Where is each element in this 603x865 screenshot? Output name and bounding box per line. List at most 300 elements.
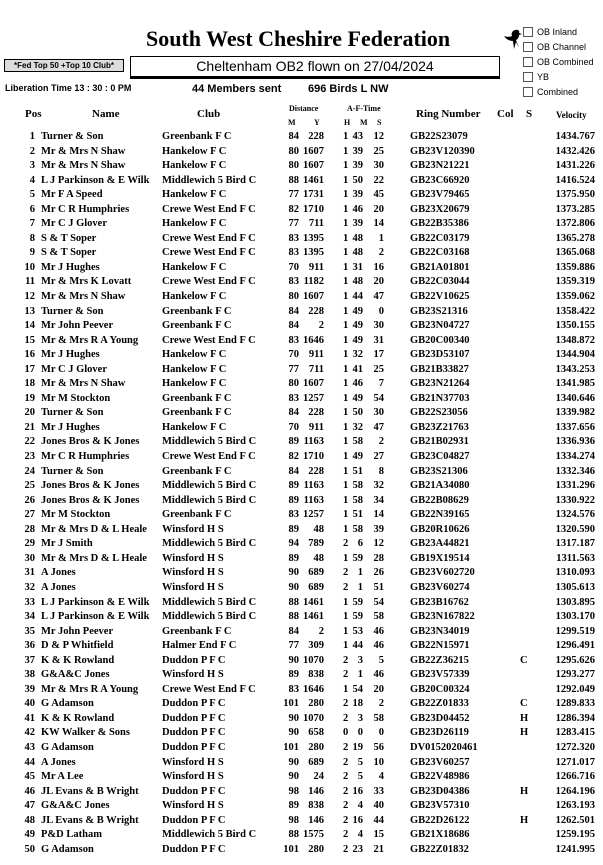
- name-cell: L J Parkinson & E Wilk: [41, 174, 150, 186]
- yards-cell: 1646: [303, 683, 324, 695]
- table-row: [0, 378, 603, 393]
- position-cell: 2: [29, 145, 35, 157]
- velocity-cell: 1336.936: [555, 436, 595, 448]
- club-cell: Duddon P F C: [162, 741, 226, 753]
- name-cell: Jones Bros & K Jones: [41, 494, 140, 506]
- club-cell: Middlewich 5 Bird C: [162, 494, 257, 506]
- ring-number-cell: GB20R10626: [410, 523, 470, 535]
- club-cell: Greenbank F C: [162, 305, 232, 317]
- velocity-cell: 1305.613: [555, 581, 595, 593]
- name-cell: Jones Bros & K Jones: [41, 436, 140, 448]
- minutes-cell: 1: [357, 567, 363, 579]
- ring-number-cell: GB23X20679: [410, 203, 470, 215]
- checkbox[interactable]: [523, 42, 533, 52]
- yards-cell: 1257: [303, 509, 324, 521]
- position-cell: 25: [24, 480, 35, 492]
- position-cell: 6: [29, 203, 35, 215]
- seconds-cell: 33: [373, 785, 384, 797]
- yards-cell: 658: [308, 727, 324, 739]
- seconds-cell: 27: [373, 451, 384, 463]
- miles-cell: 90: [288, 771, 299, 783]
- table-row: [0, 553, 603, 568]
- option-ob-inland[interactable]: [523, 24, 594, 39]
- club-cell: Winsford H S: [162, 581, 224, 593]
- position-cell: 23: [24, 451, 35, 463]
- birds-sent: 696 Birds L NW: [308, 83, 389, 95]
- hours-cell: 2: [343, 538, 349, 550]
- miles-cell: 101: [283, 843, 299, 855]
- velocity-cell: 1331.296: [555, 480, 595, 492]
- col-seconds-header: S: [377, 118, 382, 127]
- name-cell: Mr J Smith: [41, 538, 93, 550]
- minutes-cell: 54: [352, 683, 363, 695]
- ring-number-cell: GB23V60274: [410, 581, 470, 593]
- velocity-cell: 1286.394: [555, 712, 595, 724]
- club-cell: Crewe West End F C: [162, 451, 256, 463]
- col-name-header: Name: [92, 108, 120, 120]
- option-label: YB: [537, 71, 550, 82]
- velocity-cell: 1340.646: [555, 392, 595, 404]
- ring-number-cell: GB23A44821: [410, 538, 470, 550]
- minutes-cell: 32: [352, 421, 363, 433]
- minutes-cell: 50: [352, 174, 363, 186]
- minutes-cell: 48: [352, 276, 363, 288]
- name-cell: Turner & Son: [41, 407, 104, 419]
- minutes-cell: 58: [352, 494, 363, 506]
- position-cell: 9: [29, 247, 35, 259]
- minutes-cell: 41: [352, 363, 363, 375]
- ring-number-cell: GB22Z01833: [410, 698, 469, 710]
- miles-cell: 89: [288, 436, 299, 448]
- seconds-cell: 16: [373, 261, 384, 273]
- yards-cell: 48: [313, 523, 324, 535]
- miles-cell: 70: [288, 349, 299, 361]
- hours-cell: 1: [343, 232, 349, 244]
- velocity-cell: 1272.320: [555, 741, 595, 753]
- club-cell: Duddon P F C: [162, 814, 226, 826]
- position-cell: 33: [24, 596, 35, 608]
- miles-cell: 89: [288, 552, 299, 564]
- miles-cell: 80: [288, 378, 299, 390]
- ring-number-cell: GB21B02931: [410, 436, 469, 448]
- col-pos-header: Pos: [25, 108, 42, 120]
- club-cell: Greenbank F C: [162, 407, 232, 419]
- yards-cell: 228: [308, 407, 324, 419]
- hours-cell: 2: [343, 771, 349, 783]
- club-cell: Hankelow F C: [162, 261, 227, 273]
- hours-cell: 1: [343, 421, 349, 433]
- velocity-cell: 1416.524: [555, 174, 595, 186]
- hours-cell: 1: [343, 509, 349, 521]
- name-cell: Mr & Mrs K Lovatt: [41, 276, 132, 288]
- yards-cell: 1461: [303, 174, 324, 186]
- position-cell: 10: [24, 261, 35, 273]
- name-cell: Mr John Peever: [41, 320, 114, 332]
- table-row: [0, 436, 603, 451]
- checkbox[interactable]: [523, 87, 533, 97]
- velocity-cell: 1365.068: [555, 247, 595, 259]
- ring-number-cell: GB23N167822: [410, 611, 475, 623]
- position-cell: 31: [24, 567, 35, 579]
- hours-cell: 1: [343, 552, 349, 564]
- table-row: [0, 175, 603, 190]
- name-cell: Mr J Hughes: [41, 349, 100, 361]
- yards-cell: 228: [308, 465, 324, 477]
- name-cell: Mr C R Humphries: [41, 203, 130, 215]
- table-row: [0, 335, 603, 350]
- checkbox[interactable]: [523, 72, 533, 82]
- yards-cell: 48: [313, 552, 324, 564]
- hours-cell: 2: [343, 741, 349, 753]
- yards-cell: 1607: [303, 160, 324, 172]
- table-row: [0, 131, 603, 146]
- seconds-cell: 5: [378, 654, 384, 666]
- yards-cell: 1710: [303, 451, 324, 463]
- name-cell: Mr John Peever: [41, 625, 114, 637]
- minutes-cell: 51: [352, 509, 363, 521]
- checkbox[interactable]: [523, 27, 533, 37]
- club-cell: Hankelow F C: [162, 160, 227, 172]
- miles-cell: 89: [288, 494, 299, 506]
- pigeon-icon: [503, 28, 523, 50]
- miles-cell: 83: [288, 276, 299, 288]
- name-cell: Turner & Son: [41, 305, 104, 317]
- name-cell: Mr J Hughes: [41, 421, 100, 433]
- miles-cell: 80: [288, 160, 299, 172]
- seconds-cell: 30: [373, 407, 384, 419]
- table-row: [0, 757, 603, 772]
- name-cell: Mr & Mrs N Shaw: [41, 160, 126, 172]
- name-cell: S & T Soper: [41, 232, 97, 244]
- position-cell: 44: [24, 756, 35, 768]
- seconds-cell: 51: [373, 581, 384, 593]
- yards-cell: 2: [318, 625, 324, 637]
- ring-number-cell: GB21N37703: [410, 392, 470, 404]
- hours-cell: 1: [343, 291, 349, 303]
- hours-cell: 1: [343, 596, 349, 608]
- position-cell: 50: [24, 843, 35, 855]
- velocity-cell: 1358.422: [555, 305, 595, 317]
- ring-number-cell: GB23D04386: [410, 785, 470, 797]
- minutes-cell: 5: [357, 756, 363, 768]
- hours-cell: 1: [343, 218, 349, 230]
- col-hours-header: H: [344, 118, 351, 127]
- position-cell: 17: [24, 363, 35, 375]
- velocity-cell: 1296.491: [555, 640, 595, 652]
- ring-number-cell: GB20C00340: [410, 334, 470, 346]
- ring-number-cell: GB22C03168: [410, 247, 470, 259]
- ring-number-cell: GB23V79465: [410, 189, 470, 201]
- name-cell: L J Parkinson & E Wilk: [41, 611, 150, 623]
- seconds-cell: 46: [373, 625, 384, 637]
- velocity-cell: 1365.278: [555, 232, 595, 244]
- miles-cell: 89: [288, 669, 299, 681]
- miles-cell: 98: [288, 814, 299, 826]
- position-cell: 22: [24, 436, 35, 448]
- table-row: [0, 146, 603, 161]
- minutes-cell: 59: [352, 596, 363, 608]
- yards-cell: 228: [308, 131, 324, 142]
- club-cell: Middlewich 5 Bird C: [162, 596, 257, 608]
- minutes-cell: 44: [352, 291, 363, 303]
- seconds-cell: 1: [378, 232, 384, 244]
- ring-number-cell: GB22C03179: [410, 232, 470, 244]
- seconds-cell: 32: [373, 480, 384, 492]
- name-cell: Mr M Stockton: [41, 509, 111, 521]
- table-row: [0, 742, 603, 757]
- seconds-cell: 56: [373, 741, 384, 753]
- option-ob-channel[interactable]: [523, 39, 594, 54]
- miles-cell: 83: [288, 683, 299, 695]
- miles-cell: 89: [288, 480, 299, 492]
- club-cell: Crewe West End F C: [162, 203, 256, 215]
- name-cell: JL Evans & B Wright: [41, 785, 139, 797]
- miles-cell: 101: [283, 741, 299, 753]
- hours-cell: 2: [343, 843, 349, 855]
- name-cell: K & K Rowland: [41, 654, 115, 666]
- minutes-cell: 0: [357, 727, 363, 739]
- yards-cell: 228: [308, 305, 324, 317]
- ring-number-cell: GB23C04827: [410, 451, 470, 463]
- name-cell: Mr & Mrs N Shaw: [41, 378, 126, 390]
- position-cell: 48: [24, 814, 35, 826]
- yards-cell: 1646: [303, 334, 324, 346]
- seconds-cell: 54: [373, 596, 384, 608]
- velocity-cell: 1337.656: [555, 421, 595, 433]
- miles-cell: 90: [288, 727, 299, 739]
- position-cell: 37: [24, 654, 35, 666]
- miles-cell: 84: [288, 131, 299, 142]
- club-cell: Crewe West End F C: [162, 334, 256, 346]
- club-cell: Duddon P F C: [162, 843, 226, 855]
- table-row: [0, 713, 603, 728]
- yards-cell: 280: [308, 698, 324, 710]
- name-cell: Mr C R Humphries: [41, 451, 130, 463]
- ring-number-cell: GB23S21316: [410, 305, 468, 317]
- option-combined[interactable]: [523, 84, 594, 99]
- colour-cell: H: [520, 712, 529, 724]
- velocity-cell: 1311.563: [556, 552, 595, 564]
- results-table: [0, 131, 603, 858]
- club-cell: Hankelow F C: [162, 421, 227, 433]
- velocity-cell: 1431.226: [555, 160, 595, 172]
- velocity-cell: 1263.193: [555, 800, 595, 812]
- velocity-cell: 1299.519: [555, 625, 595, 637]
- miles-cell: 89: [288, 800, 299, 812]
- minutes-cell: 48: [352, 247, 363, 259]
- table-row: [0, 495, 603, 510]
- col-ring-header: Ring Number: [416, 108, 481, 120]
- minutes-cell: 39: [352, 189, 363, 201]
- hours-cell: 1: [343, 174, 349, 186]
- velocity-cell: 1283.415: [555, 727, 595, 739]
- position-cell: 46: [24, 785, 35, 797]
- velocity-cell: 1359.886: [555, 261, 595, 273]
- col-velocity-header: Velocity: [556, 110, 587, 120]
- club-cell: Hankelow F C: [162, 145, 227, 157]
- club-cell: Halmer End F C: [162, 640, 237, 652]
- miles-cell: 90: [288, 756, 299, 768]
- club-cell: Winsford H S: [162, 771, 224, 783]
- minutes-cell: 48: [352, 232, 363, 244]
- club-cell: Greenbank F C: [162, 465, 232, 477]
- name-cell: Jones Bros & K Jones: [41, 480, 140, 492]
- hours-cell: 2: [343, 800, 349, 812]
- hours-cell: 1: [343, 189, 349, 201]
- minutes-cell: 58: [352, 523, 363, 535]
- table-row: [0, 640, 603, 655]
- yards-cell: 838: [308, 669, 324, 681]
- name-cell: Mr J Hughes: [41, 261, 100, 273]
- minutes-cell: 32: [352, 349, 363, 361]
- club-cell: Greenbank F C: [162, 131, 232, 142]
- seconds-cell: 15: [373, 829, 384, 841]
- hours-cell: 1: [343, 160, 349, 172]
- position-cell: 7: [29, 218, 35, 230]
- miles-cell: 83: [288, 232, 299, 244]
- seconds-cell: 7: [378, 378, 384, 390]
- miles-cell: 90: [288, 712, 299, 724]
- ring-number-cell: GB23V57310: [410, 800, 470, 812]
- seconds-cell: 2: [378, 698, 384, 710]
- seconds-cell: 20: [373, 683, 384, 695]
- name-cell: Mr C J Glover: [41, 218, 107, 230]
- yards-cell: 1163: [303, 436, 324, 448]
- yards-cell: 1395: [303, 247, 324, 259]
- hours-cell: 1: [343, 611, 349, 623]
- yards-cell: 711: [308, 363, 324, 375]
- ring-number-cell: GB22S23056: [410, 407, 468, 419]
- position-cell: 1: [29, 131, 35, 142]
- position-cell: 29: [24, 538, 35, 550]
- velocity-cell: 1434.767: [555, 131, 595, 142]
- club-cell: Greenbank F C: [162, 625, 232, 637]
- hours-cell: 2: [343, 756, 349, 768]
- table-row: [0, 233, 603, 248]
- hours-cell: 1: [343, 392, 349, 404]
- minutes-cell: 23: [352, 843, 363, 855]
- seconds-cell: 44: [373, 814, 384, 826]
- position-cell: 8: [29, 232, 35, 244]
- ring-number-cell: GB23B16762: [410, 596, 469, 608]
- seconds-cell: 31: [373, 334, 384, 346]
- table-row: [0, 611, 603, 626]
- yards-cell: 1163: [303, 494, 324, 506]
- position-cell: 13: [24, 305, 35, 317]
- yards-cell: 689: [308, 567, 324, 579]
- table-row: [0, 349, 603, 364]
- velocity-cell: 1289.833: [555, 698, 595, 710]
- seconds-cell: 14: [373, 509, 384, 521]
- name-cell: Mr A Lee: [41, 771, 84, 783]
- miles-cell: 90: [288, 654, 299, 666]
- ring-number-cell: GB23S21306: [410, 465, 468, 477]
- ring-number-cell: GB23N04727: [410, 320, 470, 332]
- colour-cell: C: [520, 654, 528, 666]
- miles-cell: 84: [288, 465, 299, 477]
- name-cell: Mr & Mrs R A Young: [41, 683, 139, 695]
- miles-cell: 77: [288, 189, 299, 201]
- velocity-cell: 1344.904: [555, 349, 595, 361]
- minutes-cell: 39: [352, 160, 363, 172]
- hours-cell: 2: [343, 814, 349, 826]
- position-cell: 43: [24, 741, 35, 753]
- club-cell: Winsford H S: [162, 800, 224, 812]
- position-cell: 47: [24, 800, 35, 812]
- miles-cell: 83: [288, 392, 299, 404]
- option-yb[interactable]: [523, 69, 594, 84]
- yards-cell: 1607: [303, 145, 324, 157]
- seconds-cell: 8: [378, 465, 384, 477]
- velocity-cell: 1330.922: [555, 494, 595, 506]
- table-row: [0, 815, 603, 830]
- hours-cell: 1: [343, 480, 349, 492]
- name-cell: G&A&C Jones: [41, 800, 110, 812]
- table-row: [0, 509, 603, 524]
- club-cell: Middlewich 5 Bird C: [162, 829, 257, 841]
- velocity-cell: 1303.170: [555, 611, 595, 623]
- velocity-cell: 1292.049: [555, 683, 595, 695]
- miles-cell: 82: [288, 203, 299, 215]
- seconds-cell: 20: [373, 276, 384, 288]
- position-cell: 3: [29, 160, 35, 172]
- name-cell: KW Walker & Sons: [41, 727, 130, 739]
- ring-number-cell: GB19X19514: [410, 552, 470, 564]
- position-cell: 28: [24, 523, 35, 535]
- yards-cell: 789: [308, 538, 324, 550]
- table-row: [0, 829, 603, 844]
- position-cell: 32: [24, 581, 35, 593]
- colour-cell: H: [520, 814, 529, 826]
- miles-cell: 84: [288, 625, 299, 637]
- club-cell: Duddon P F C: [162, 698, 226, 710]
- miles-cell: 83: [288, 334, 299, 346]
- position-cell: 45: [24, 771, 35, 783]
- hours-cell: 1: [343, 203, 349, 215]
- position-cell: 27: [24, 509, 35, 521]
- seconds-cell: 4: [378, 771, 384, 783]
- position-cell: 49: [24, 829, 35, 841]
- club-cell: Hankelow F C: [162, 218, 227, 230]
- miles-cell: 82: [288, 451, 299, 463]
- table-row: [0, 262, 603, 277]
- velocity-cell: 1320.590: [555, 523, 595, 535]
- seconds-cell: 25: [373, 363, 384, 375]
- miles-cell: 80: [288, 291, 299, 303]
- club-cell: Greenbank F C: [162, 509, 232, 521]
- table-row: [0, 407, 603, 422]
- velocity-cell: 1339.982: [555, 407, 595, 419]
- hours-cell: 1: [343, 276, 349, 288]
- miles-cell: 98: [288, 785, 299, 797]
- position-cell: 30: [24, 552, 35, 564]
- option-ob-combined[interactable]: [523, 54, 594, 69]
- velocity-cell: 1295.626: [555, 654, 595, 666]
- checkbox[interactable]: [523, 57, 533, 67]
- minutes-cell: 5: [357, 771, 363, 783]
- position-cell: 20: [24, 407, 35, 419]
- table-row: [0, 786, 603, 801]
- seconds-cell: 34: [373, 494, 384, 506]
- position-cell: 36: [24, 640, 35, 652]
- table-row: [0, 567, 603, 582]
- seconds-cell: 58: [373, 712, 384, 724]
- club-cell: Duddon P F C: [162, 654, 226, 666]
- club-cell: Duddon P F C: [162, 712, 226, 724]
- position-cell: 41: [24, 712, 35, 724]
- position-cell: 24: [24, 465, 35, 477]
- col-distance-header: Distance: [289, 104, 319, 113]
